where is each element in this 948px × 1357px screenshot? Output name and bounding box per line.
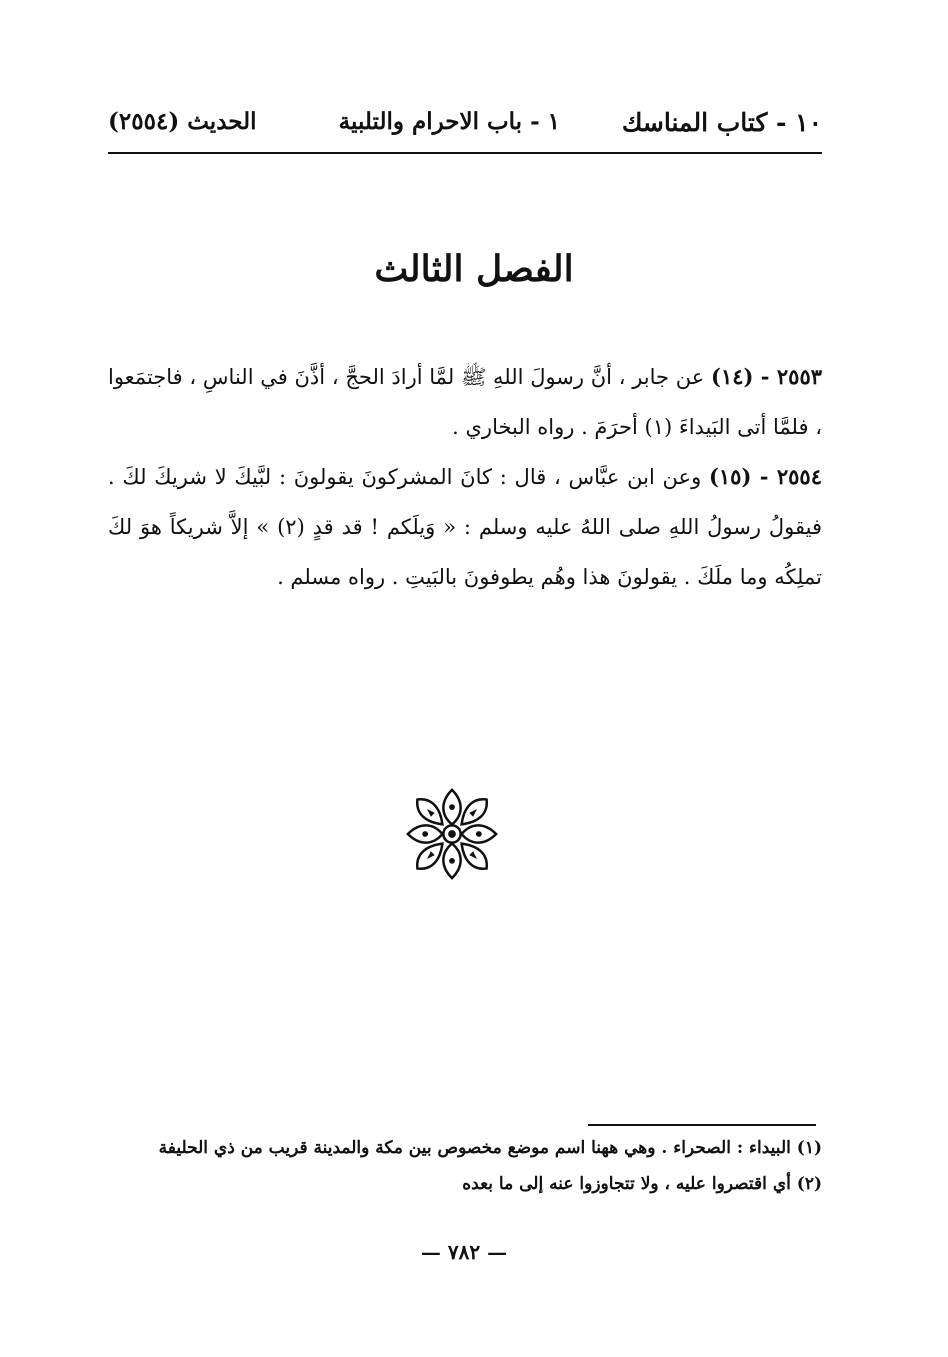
- header-book-title: ١٠ - كتاب المناسك: [621, 108, 822, 137]
- hadith-number: ٢٥٥٣ - (١٤): [711, 364, 823, 389]
- hadith-2553: [108, 352, 822, 452]
- section-title: الفصل الثالث: [374, 248, 574, 290]
- hadith-2554: [108, 452, 822, 602]
- page-number: — ٧٨٢ —: [420, 1240, 508, 1264]
- header-hadith-range: الحديث (٢٥٥٤): [108, 108, 257, 135]
- footnote-2: (٢) أي اقتصروا عليه ، ولا تتجاوزوا عنه إلى ما بعده: [462, 1174, 822, 1194]
- footnote-1: (١) البيداء : الصحراء . وهي ههنا اسم موضع مخصوص بين مكة والمدينة قريب من ذي الحليفة: [158, 1138, 822, 1158]
- hadith-text: عن جابر ، أنَّ رسولَ اللهِ ﷺ لمَّا أرادَ الحجَّ ، أذَّنَ في الناسِ ، فاجتمَعوا ، فلمَّا أتى البَيداءَ (١) أحرَمَ . رواه البخاري .: [108, 365, 822, 439]
- hadith-number: ٢٥٥٤ - (١٥): [708, 464, 822, 489]
- footnotes: [108, 1130, 822, 1202]
- running-header: [108, 104, 822, 148]
- header-divider: [108, 152, 822, 154]
- floral-ornament-icon: [404, 786, 500, 882]
- hadith-body: [108, 352, 822, 602]
- header-chapter-title: ١ - باب الاحرام والتلبية: [338, 108, 560, 135]
- footnote-divider: [588, 1124, 816, 1126]
- hadith-text: وعن ابن عبَّاس ، قال : كانَ المشركونَ يقولونَ : لبَّيكَ لا شريكَ لكَ . فيقولُ رسولُ اللهِ صلى اللهُ عليه وسلم : « وَيلَكم ! قد قدٍ (٢) » إلاَّ شريكاً هوَ لكَ تملِكُه وما ملَكَ . يقولونَ هذا وهُم يطوفونَ بالبَيتِ . رواه مسلم .: [108, 465, 822, 589]
